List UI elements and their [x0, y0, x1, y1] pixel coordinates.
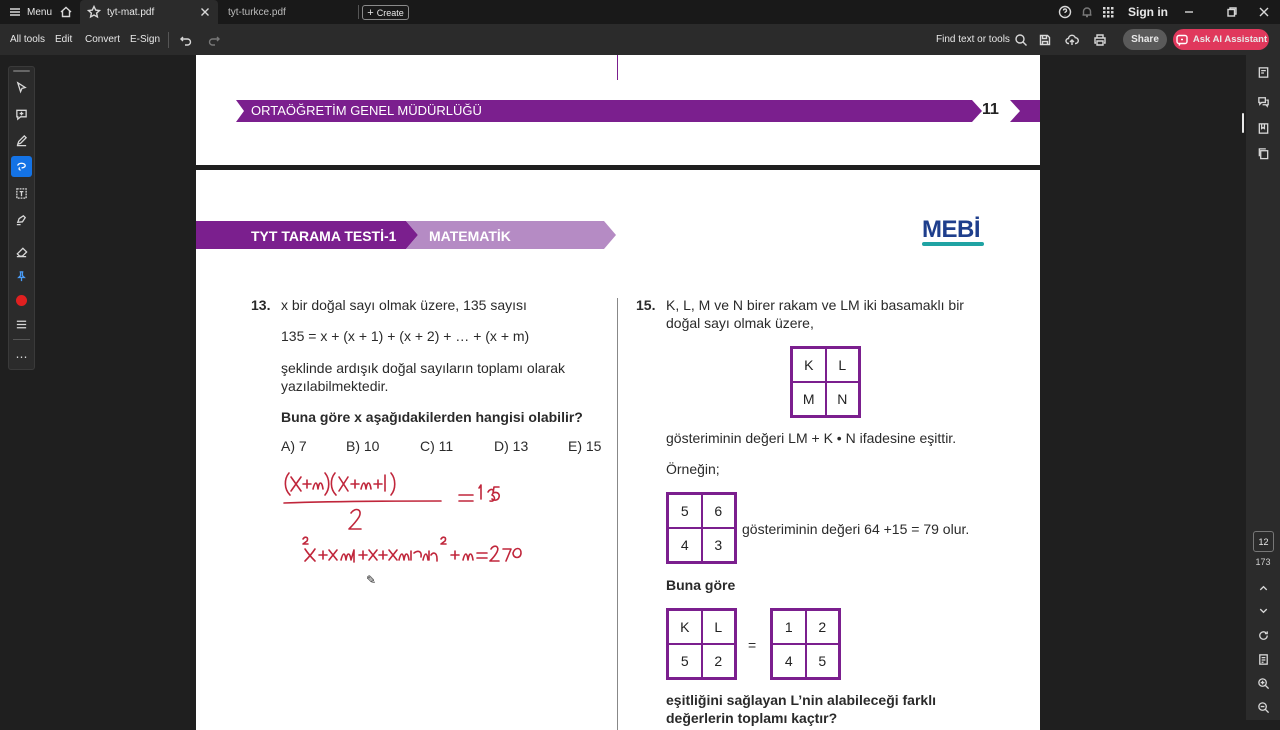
refresh-icon[interactable]: [1254, 626, 1272, 644]
grid-cell: N: [826, 382, 860, 416]
grid-cell: 2: [702, 644, 736, 678]
convert-menu[interactable]: Convert: [85, 34, 121, 45]
banner-test-title: TYT TARAMA TESTİ-1: [251, 228, 397, 244]
q13-option-e: E) 15: [568, 438, 602, 454]
q13-equation: 135 = x + (x + 1) + (x + 2) + … + (x + m): [281, 328, 530, 344]
text-box-icon[interactable]: [11, 183, 32, 204]
total-pages-label: 173: [1255, 557, 1271, 567]
q15-number: 15.: [636, 297, 656, 313]
q15-example-text: gösteriminin değeri 64 +15 = 79 olur.: [742, 521, 970, 537]
edit-pdf-icon[interactable]: [1254, 63, 1272, 81]
toolbar-divider: [168, 32, 169, 48]
toolbar-divider: [13, 339, 30, 340]
select-cursor-icon[interactable]: [11, 77, 32, 98]
q15-line3: gösteriminin değeri LM + K • N ifadesine eşittir.: [666, 430, 957, 446]
grid-cell: 6: [702, 494, 736, 528]
bookmark-icon[interactable]: [1254, 119, 1272, 137]
tab-bar: [0, 0, 1280, 24]
pdf-page-12: [196, 170, 1040, 730]
ai-assistant-icon: [1175, 33, 1189, 47]
pdf-page-11: [196, 55, 1040, 165]
mebi-logo: MEBİ: [922, 216, 984, 246]
create-button[interactable]: + Create: [362, 5, 409, 20]
page-number: 11: [982, 101, 999, 118]
star-icon[interactable]: [87, 5, 101, 19]
q15-question-line2: değerlerin toplamı kaçtır?: [666, 710, 838, 726]
comments-icon[interactable]: [1254, 92, 1272, 110]
hamburger-icon: [8, 5, 22, 19]
help-icon[interactable]: [1058, 0, 1072, 24]
q13-option-c: C) 11: [420, 438, 454, 454]
menu-button[interactable]: [8, 0, 53, 24]
sign-pen-icon[interactable]: [11, 209, 32, 230]
main-toolbar: [0, 24, 1280, 55]
q13-option-b: B) 10: [346, 438, 380, 454]
grid-cell: 5: [806, 644, 840, 678]
grid-cell: K: [792, 348, 826, 382]
tab-tyt-turkce[interactable]: [228, 0, 348, 24]
tab-tyt-mat[interactable]: [80, 0, 218, 24]
add-comment-icon[interactable]: [11, 104, 32, 125]
q13-number: 13.: [251, 297, 271, 313]
apps-grid-icon[interactable]: [1101, 0, 1115, 24]
q15-example-label: Örneğin;: [666, 461, 720, 477]
q13-option-d: D) 13: [494, 438, 529, 454]
chevron-up-icon[interactable]: [1254, 579, 1272, 597]
color-picker-icon[interactable]: [11, 290, 32, 311]
q15-buna-gore: Buna göre: [666, 577, 736, 593]
tab-label: tyt-turkce.pdf: [228, 6, 286, 18]
q13-line2: şeklinde ardışık doğal sayıların toplamı olarak: [281, 360, 566, 376]
highlight-pen-icon[interactable]: [11, 130, 32, 151]
pin-icon[interactable]: [11, 266, 32, 287]
find-tools-search[interactable]: Find text or tools: [936, 24, 1028, 55]
search-icon: [1014, 33, 1028, 47]
digit-grid-1245: [770, 608, 841, 680]
digit-grid-klmn: [790, 346, 861, 418]
banner-subject: MATEMATİK: [429, 228, 511, 244]
line-weight-icon[interactable]: [11, 314, 32, 335]
grid-cell: 3: [702, 528, 736, 562]
tab-label: tyt-mat.pdf: [107, 6, 155, 18]
esign-menu[interactable]: E-Sign: [130, 34, 161, 45]
page-fit-icon[interactable]: [1254, 650, 1272, 668]
pencil-cursor-icon: ✎: [366, 573, 377, 587]
annotation-toolbar: [8, 66, 35, 370]
q13-question: Buna göre x aşağıdakilerden hangisi olabilir?: [281, 409, 583, 425]
grid-cell: L: [826, 348, 860, 382]
share-button[interactable]: Share: [1123, 29, 1167, 50]
zoom-in-icon[interactable]: [1254, 674, 1272, 692]
grid-cell: 4: [668, 528, 702, 562]
grid-cell: 2: [806, 610, 840, 644]
toolbar-grip[interactable]: [13, 70, 30, 72]
menu-label: Menu: [27, 6, 53, 18]
q15-question-line1: eşitliğini sağlayan L’nin alabileceği farklı: [666, 692, 936, 708]
window-close-icon[interactable]: [1257, 0, 1271, 24]
grid-cell: 5: [668, 494, 702, 528]
grid-cell: 1: [772, 610, 806, 644]
q15-equals-sign: =: [748, 637, 757, 653]
all-tools-menu[interactable]: All tools: [10, 34, 46, 45]
grid-cell: K: [668, 610, 702, 644]
grid-cell: 5: [668, 644, 702, 678]
print-icon[interactable]: [1093, 24, 1107, 55]
plus-icon: +: [367, 6, 374, 19]
right-sidebar: [1246, 55, 1280, 720]
ask-ai-assistant-button[interactable]: Ask AI Assistant: [1173, 29, 1269, 50]
digit-grid-kl52: [666, 608, 737, 680]
tab-divider: [358, 5, 359, 19]
q13-line1: x bir doğal sayı olmak üzere, 135 sayısı: [281, 297, 527, 313]
restore-icon[interactable]: [1225, 0, 1239, 24]
lasso-draw-icon[interactable]: [11, 156, 32, 177]
save-icon[interactable]: [1038, 24, 1052, 55]
chevron-down-icon[interactable]: [1254, 601, 1272, 619]
grid-cell: L: [702, 610, 736, 644]
redo-icon[interactable]: [207, 24, 221, 55]
scroll-indicator[interactable]: [1242, 113, 1244, 133]
edit-menu[interactable]: Edit: [55, 34, 73, 45]
minimize-icon[interactable]: [1182, 0, 1196, 24]
digit-grid-example: [666, 492, 737, 564]
upload-cloud-icon[interactable]: [1065, 24, 1079, 55]
handwritten-ink-annotation: [281, 465, 621, 585]
bell-icon[interactable]: [1080, 0, 1094, 24]
sign-in-button[interactable]: Sign in: [1128, 5, 1168, 19]
more-options-icon[interactable]: ⋯: [15, 349, 28, 364]
header-label: ORTAÖĞRETİM GENEL MÜDÜRLÜĞÜ: [251, 103, 482, 118]
grid-cell: M: [792, 382, 826, 416]
q15-line1: K, L, M ve N birer rakam ve LM iki basamaklı bir: [666, 297, 964, 313]
eraser-icon[interactable]: [11, 241, 32, 262]
page-divider-line: [617, 55, 618, 80]
q13-option-a: A) 7: [281, 438, 307, 454]
close-icon[interactable]: [198, 5, 212, 19]
q15-line2: doğal sayı olmak üzere,: [666, 315, 814, 331]
zoom-out-icon[interactable]: [1254, 698, 1272, 716]
grid-cell: 4: [772, 644, 806, 678]
undo-icon[interactable]: [179, 24, 193, 55]
current-page-input[interactable]: 12: [1253, 531, 1274, 552]
pages-icon[interactable]: [1254, 144, 1272, 162]
home-icon[interactable]: [58, 0, 74, 24]
q13-line3: yazılabilmektedir.: [281, 378, 389, 394]
